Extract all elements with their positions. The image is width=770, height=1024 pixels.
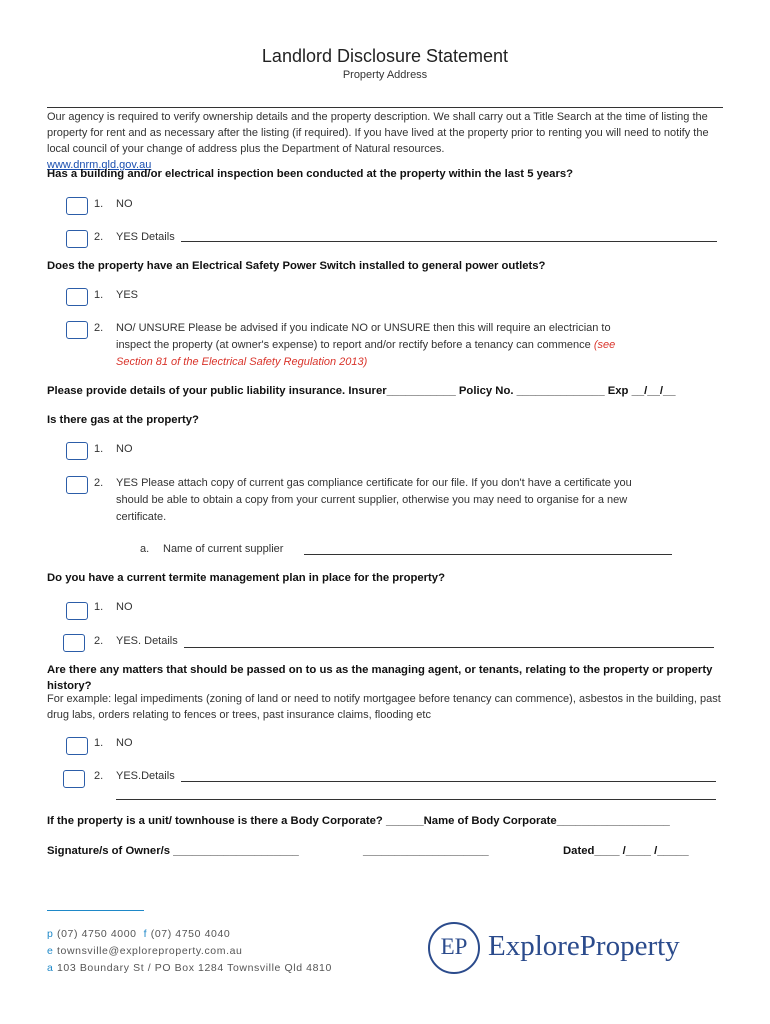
- option-number: 2.: [94, 770, 104, 782]
- sub-item-letter: a.: [140, 543, 150, 555]
- insurance-details: Please provide details of your public liability insurance. Insurer___________ Policy No. ______________ Exp __/__/__: [47, 385, 676, 397]
- gas-notice: YES Please attach copy of current gas compliance certificate for our file. If you don't have a certificate you should be able to obtain a copy from your current supplier, otherwise you may need to organise for a new certificate.: [116, 477, 632, 523]
- safety-switch-notice: NO/ UNSURE Please be advised if you indicate NO or UNSURE then this will require an electrician to inspect the property (at owner's expense) to report and/or rectify before a tenancy can commence (see Section 81 of the Electrical Safety Regulation 2013): [116, 322, 616, 368]
- footer-accent-line: [47, 910, 144, 911]
- option-label: YES.Details: [116, 770, 175, 782]
- matters-example: For example: legal impediments (zoning of land or need to notify mortgagee before tenancy can commence), asbestos in the building, past drug labs, orders relating to fences or trees, past insurance claims, flooding etc: [47, 693, 721, 721]
- option-number: 2.: [94, 322, 104, 334]
- checkbox-inspection-yes[interactable]: [66, 230, 88, 248]
- option-number: 2.: [94, 231, 104, 243]
- option-number: 1.: [94, 601, 104, 613]
- fax-number: (07) 4750 4040: [150, 928, 231, 940]
- contact-email: e townsville@exploreproperty.com.au: [47, 945, 243, 957]
- termite-details-line[interactable]: [184, 647, 714, 648]
- dnrm-link[interactable]: www.dnrm.qld.gov.au: [47, 159, 152, 171]
- property-address-label: Property Address: [342, 69, 428, 81]
- intro-text: Our agency is required to verify ownership details and the property description. We shall carry out a Title Search at the time of listing the property for rent and as necessary after the listing (if required). If you have lived at the property prior to renting you will need to notify the local council of your change of address plus the Department of Natural resources.: [47, 111, 709, 155]
- option-label: NO: [116, 601, 133, 613]
- checkbox-gas-no[interactable]: [66, 442, 88, 460]
- page-title: Landlord Disclosure Statement: [261, 46, 509, 66]
- checkbox-inspection-no[interactable]: [66, 197, 88, 215]
- option-label: NO: [116, 198, 133, 210]
- checkbox-safety-switch-no-unsure[interactable]: [66, 321, 88, 339]
- option-label: YES. Details: [116, 635, 178, 647]
- question-termite: Do you have a current termite management plan in place for the property?: [47, 572, 445, 584]
- checkbox-gas-yes[interactable]: [66, 476, 88, 494]
- checkbox-matters-yes[interactable]: [63, 770, 85, 788]
- question-matters: Are there any matters that should be passed on to us as the managing agent, or tenants, relating to the property or property history?: [47, 664, 713, 692]
- property-address-line[interactable]: [47, 107, 723, 108]
- checkbox-matters-no[interactable]: [66, 737, 88, 755]
- logo-mark: EP: [440, 934, 468, 959]
- owner-signature: Signature/s of Owner/s ____________________: [47, 845, 299, 857]
- question-inspection: Has a building and/or electrical inspection been conducted at the property within the last 5 years?: [47, 168, 574, 180]
- option-label: YES: [116, 289, 139, 301]
- inspection-details-line[interactable]: [181, 241, 717, 242]
- supplier-name-line[interactable]: [304, 554, 672, 555]
- regulation-reference: (see: [593, 339, 616, 351]
- email-address[interactable]: townsville@exploreproperty.com.au: [56, 945, 243, 957]
- postal-address: 103 Boundary St / PO Box 1284 Townsville Qld 4810: [56, 962, 332, 974]
- option-number: 2.: [94, 477, 104, 489]
- matters-details-line[interactable]: [181, 781, 716, 782]
- option-number: 1.: [94, 443, 104, 455]
- owner-signature-2: ____________________: [363, 845, 489, 857]
- question-safety-switch: Does the property have an Electrical Safety Power Switch installed to general power outlets?: [47, 260, 546, 272]
- option-number: 1.: [94, 737, 104, 749]
- option-label: YES Details: [116, 231, 175, 243]
- checkbox-termite-no[interactable]: [66, 602, 88, 620]
- intro-paragraph: [47, 109, 727, 173]
- contact-phone-fax: p (07) 4750 4000 f (07) 4750 4040: [47, 928, 231, 940]
- option-number: 1.: [94, 198, 104, 210]
- option-label: NO: [116, 737, 133, 749]
- explore-property-logo: [428, 922, 718, 976]
- question-gas: Is there gas at the property?: [47, 414, 199, 426]
- regulation-reference: Section 81 of the Electrical Safety Regulation 2013): [116, 356, 368, 368]
- matters-details-line-2[interactable]: [116, 799, 716, 800]
- option-number: 1.: [94, 289, 104, 301]
- logo-wordmark: ExploreProperty: [488, 930, 680, 962]
- option-label: NO: [116, 443, 133, 455]
- option-number: 2.: [94, 635, 104, 647]
- body-corporate-question: If the property is a unit/ townhouse is there a Body Corporate? ______Name of Body Corporate__________________: [47, 815, 670, 827]
- contact-address: a 103 Boundary St / PO Box 1284 Townsville Qld 4810: [47, 962, 332, 974]
- signature-date: Dated____ /____ /_____: [563, 845, 689, 857]
- supplier-label: Name of current supplier: [163, 543, 284, 555]
- phone-number: (07) 4750 4000: [56, 928, 137, 940]
- checkbox-safety-switch-yes[interactable]: [66, 288, 88, 306]
- checkbox-termite-yes[interactable]: [63, 634, 85, 652]
